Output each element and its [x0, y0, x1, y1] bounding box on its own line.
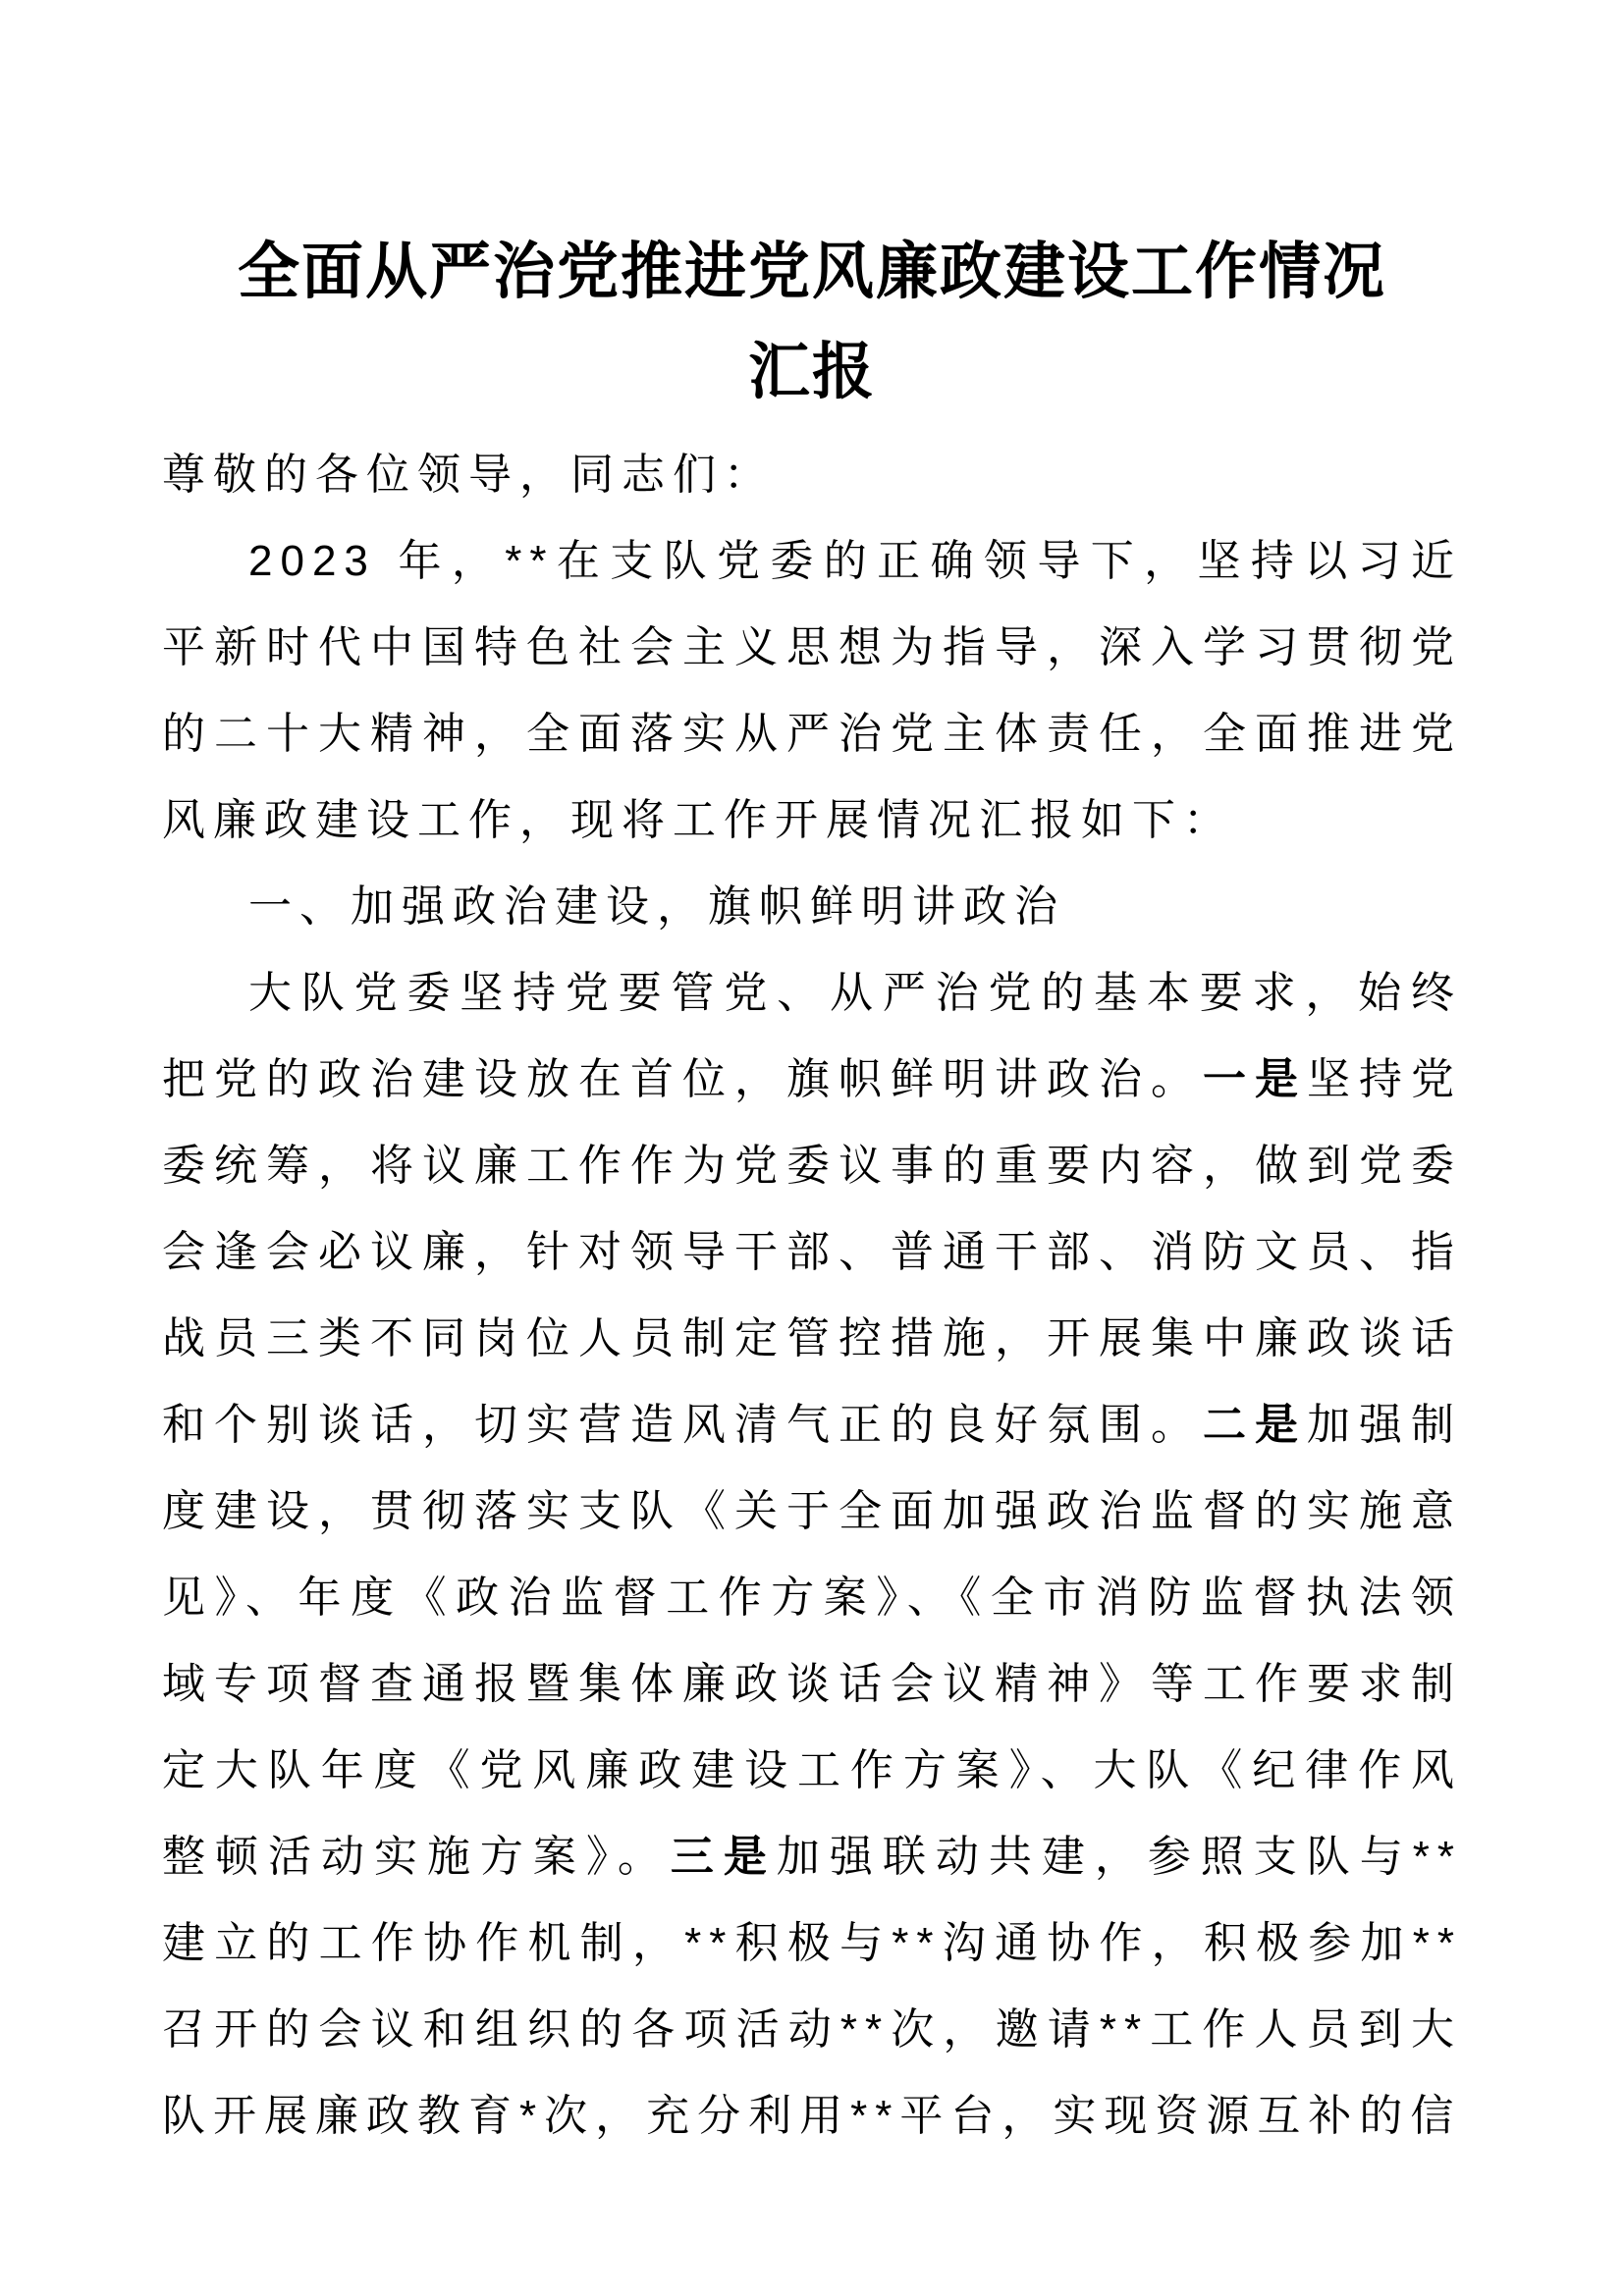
bold-text-run: 一是 [1203, 1055, 1307, 1104]
document-title: 全面从严治党推进党风廉政建设工作情况汇报 [238, 238, 1386, 407]
text-run: 坚持党委统筹，将议廉工作作为党委议事的重要内容，做到党委会逢会必议廉，针对领导干部、普通干部、消防文员、指战员三类不同岗位人员制定管控措施，开展集中廉政谈话和个别谈话，切实营造风清气正的良好氛围。 [162, 1055, 1462, 1450]
text-run: 加强联动共建，参照支队与**建立的工作协作机制，**积极与**沟通协作，积极参加**召开的会议和组织的各项活动**次，邀请**工作人员到大队开展廉政教育*次，充分利用**平台，实现资源互补的信 [162, 1833, 1463, 2141]
text-run: 2023 年，**在支队党委的正确领导下，坚持以习近平新时代中国特色社会主义思想为指导，深入学习贯彻党的二十大精神，全面落实从严治党主体责任，全面推进党风廉政建设工作，现将工作开展情况汇报如下： [162, 537, 1462, 845]
text-run: 尊敬的各位领导，同志们： [162, 451, 775, 500]
text-run: 一、加强政治建设，旗帜鲜明讲政治 [248, 882, 1065, 932]
text-run: 加强制度建设，贯彻落实支队《关于全面加强政治监督的实施意见》、年度《政治监督工作方案》、《全市消防监督执法领域专项督查通报暨集体廉政谈话会议精神》等工作要求制定大队年度《党风廉政建设工作方案》、大队《纪律作风整顿活动实施方案》。 [162, 1401, 1462, 1882]
bold-text-run: 三是 [670, 1833, 777, 1882]
document-body [162, 432, 1462, 2160]
bold-text-run: 二是 [1203, 1401, 1307, 1450]
section-heading [162, 864, 1462, 950]
text-run: 大队党委坚持党要管党、从严治党的基本要求，始终把党的政治建设放在首位，旗帜鲜明讲政治。 [162, 969, 1462, 1104]
paragraph [162, 518, 1462, 864]
paragraph [162, 950, 1462, 2160]
paragraph [162, 432, 1462, 518]
